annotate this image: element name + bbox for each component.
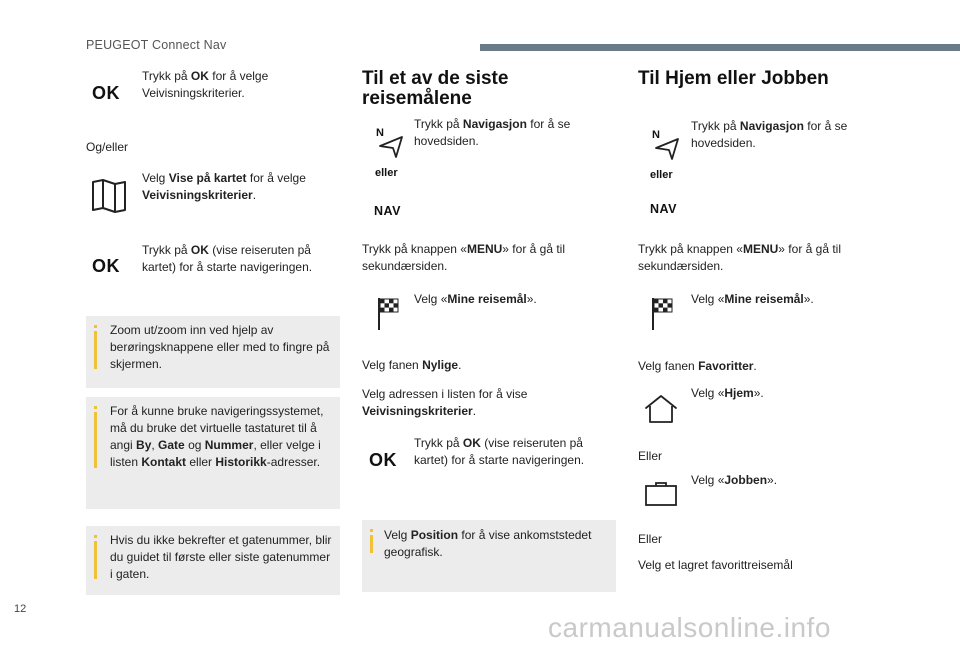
eller-label: eller — [650, 169, 673, 181]
col2-para2: Velg fanen Nylige. — [362, 358, 462, 372]
col1-step3-text: Trykk på OK (vise reiseruten på kartet) for å starte navigeringen. — [142, 243, 313, 274]
eller-text: Eller — [638, 532, 663, 546]
col2-step3-text: Trykk på OK (vise reiseruten på kartet) for å starte navigeringen. — [414, 436, 585, 467]
map-icon — [91, 178, 127, 214]
info-icon — [94, 535, 97, 538]
col2-step2-text: Velg «Mine reisemål». — [414, 292, 537, 306]
og-eller-text: Og/eller — [86, 140, 129, 154]
info-box-zoom: Zoom ut/zoom inn ved hjelp av berøringsknappene eller med to fingre på skjermen. — [86, 316, 340, 388]
info-icon — [94, 325, 97, 328]
nav-button-label: NAV — [374, 204, 401, 218]
col2-para3: Velg adressen i listen for å vise Veivisningskriterier. — [362, 387, 528, 418]
col2-step1-text: Trykk på Navigasjon for å se hovedsiden. — [414, 117, 571, 148]
col3-para2: Velg fanen Favoritter. — [638, 359, 757, 373]
info-box-street-number: Hvis du ikke bekrefter et gatenummer, blir du guidet til første eller siste gatenummer i gaten. — [86, 526, 340, 595]
home-icon — [644, 394, 678, 424]
info-box-keyboard: For å kunne bruke navigeringssystemet, må du bruke det virtuelle tastaturet til å angi By, Gate og Nummer, eller velge i listen Kontakt eller Historikk-adresser. — [86, 397, 340, 509]
briefcase-icon — [644, 481, 678, 507]
header-bar — [480, 44, 960, 51]
col3-step1-text: Trykk på Navigasjon for å se hovedsiden. — [691, 119, 848, 150]
eller-label: eller — [375, 167, 398, 179]
info-box-position: Velg Position for å vise ankomststedet geografisk. — [362, 520, 616, 592]
ok-icon: OK — [92, 256, 120, 276]
checkered-flag-icon — [651, 296, 675, 332]
navigation-icon — [374, 125, 406, 159]
col3-step3-text: Velg «Hjem». — [691, 386, 764, 400]
col1-step1-text: Trykk på OK for å velge Veivisningskriterier. — [142, 69, 269, 100]
info-icon — [94, 406, 97, 409]
col2-para1: Trykk på knappen «MENU» for å gå til sekundærsiden. — [362, 242, 565, 273]
col3-last-text: Velg et lagret favorittreisemål — [638, 558, 793, 572]
eller-text: Eller — [638, 449, 663, 463]
col1-step2-text: Velg Vise på kartet for å velge Veivisningskriterier. — [142, 171, 306, 202]
navigation-icon — [650, 127, 682, 161]
info-icon — [370, 529, 373, 532]
ok-icon: OK — [369, 450, 397, 470]
nav-button-label: NAV — [650, 202, 677, 216]
ok-icon: OK — [92, 83, 120, 103]
section-title-home-work: Til Hjem eller Jobben — [638, 68, 829, 89]
document-header: PEUGEOT Connect Nav — [86, 38, 227, 52]
checkered-flag-icon — [377, 296, 401, 332]
col3-step2-text: Velg «Mine reisemål». — [691, 292, 814, 306]
svg-text:N: N — [652, 129, 660, 141]
col3-step4-text: Velg «Jobben». — [691, 473, 778, 487]
page-number: 12 — [14, 603, 27, 615]
section-title-recent: Til et av de siste reisemålene — [362, 68, 509, 109]
svg-text:N: N — [376, 127, 384, 139]
col3-para1: Trykk på knappen «MENU» for å gå til sekundærsiden. — [638, 242, 841, 273]
watermark: carmanualsonline.info — [548, 612, 831, 643]
